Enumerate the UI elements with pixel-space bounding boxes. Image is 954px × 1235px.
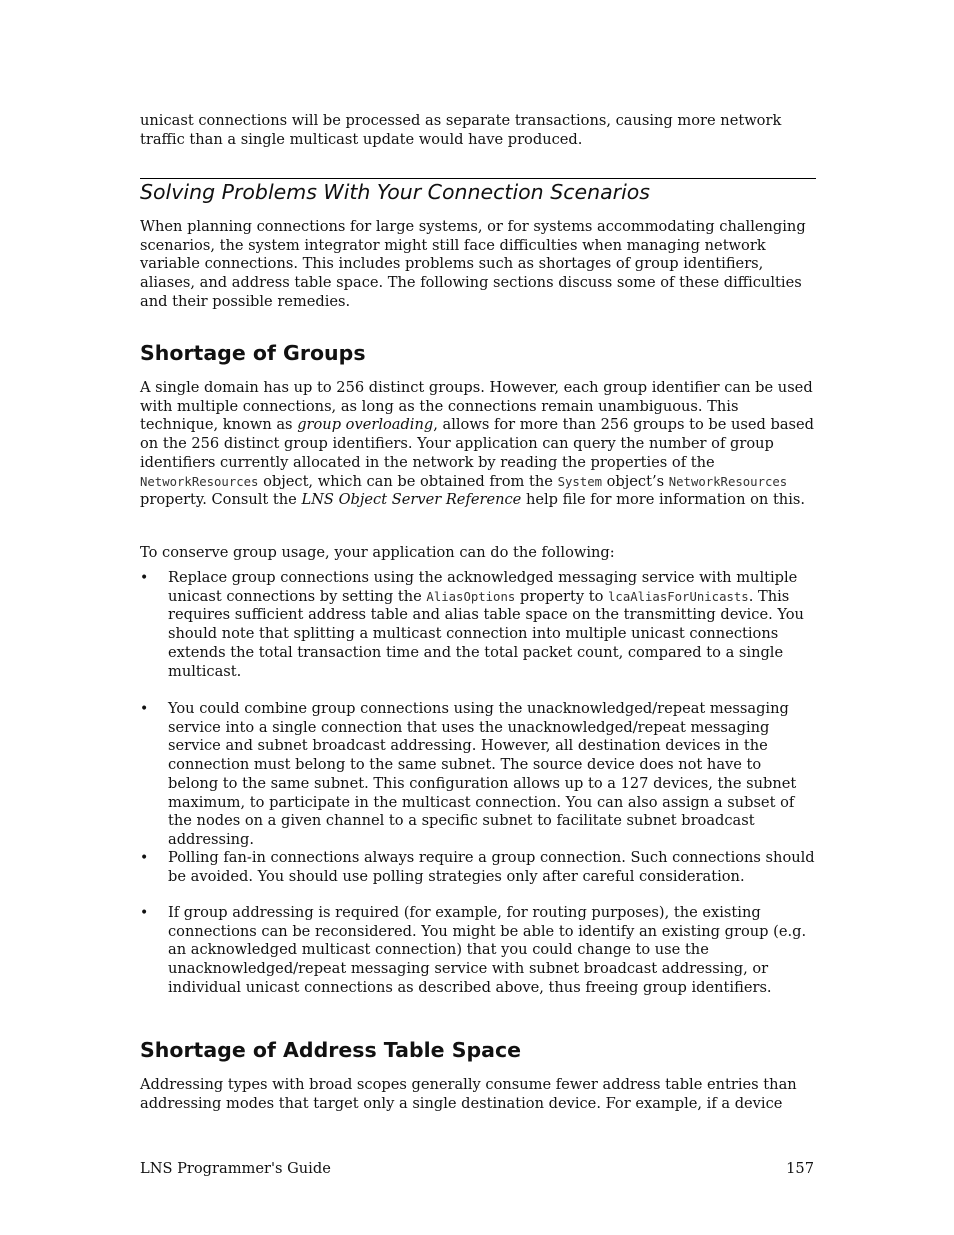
heading-shortage-of-address-table: Shortage of Address Table Space: [140, 1038, 522, 1062]
bullet-item-polling: Polling fan-in connections always require a group connection. Such connections should be avoided. You should use polling strategies only after careful consideration.: [168, 849, 815, 885]
section-title: Solving Problems With Your Connection Scenarios: [140, 180, 650, 204]
page-number: 157: [786, 1160, 814, 1177]
footer-title: LNS Programmer's Guide: [140, 1160, 331, 1177]
bullet-item-unicast: Replace group connections using the acknowledged messaging service with multiple unicast connections by setting the AliasOptions property to lcaAliasForUnicasts. This requires sufficient address table and alias table space on the transmitting device. You should note that splitting a multicast connection into multiple unicast connections extends the total transaction time and the total packet count, compared to a single multicast.: [168, 569, 804, 680]
code-networkresources-property: NetworkResources: [668, 474, 788, 489]
code-aliasoptions: AliasOptions: [426, 589, 516, 604]
code-system: System: [557, 474, 602, 489]
term-group-overloading: group overloading: [297, 416, 434, 434]
groups-lead-in: To conserve group usage, your application can do the following:: [140, 544, 615, 561]
bullet-item-combine: You could combine group connections using the unacknowledged/repeat messaging service into a single connection that uses the unacknowledged/repeat messaging service and subnet broadcast addressing. However, all destination devices in the connection must belong to the same subnet. The source device does not have to belong to the same subnet. This configuration allows up to a 127 devices, the subnet maximum, to participate in the multicast connection. You can also assign a subset of the nodes on a given channel to a specific subnet to facilitate subnet broadcast addressing.: [168, 700, 797, 848]
intro-paragraph: unicast connections will be processed as separate transactions, causing more network traffic than a single multicast update would have produced.: [140, 112, 782, 148]
code-networkresources: NetworkResources: [140, 474, 259, 489]
bullet-item-group-addressing: If group addressing is required (for example, for routing purposes), the existing connections can be reconsidered. You might be able to identify an existing group (e.g. an acknowledged multicast connection) that you could change to use the unacknowledged/repeat messaging service with subnet broadcast addressing, or individual unicast connections as described above, thus freeing group identifiers.: [168, 904, 807, 996]
bullet-marker: •: [140, 570, 149, 586]
code-lcaaliasforunicasts: lcaAliasForUnicasts: [608, 589, 749, 604]
bullet-marker: •: [140, 701, 149, 717]
doc-reference: LNS Object Server Reference: [301, 491, 522, 509]
section-paragraph: When planning connections for large systems, or for systems accommodating challenging scenarios, the system integrator might still face difficulties when managing network variable connections. This includes problems such as shortages of group identifiers, aliases, and address table space. The following sections discuss some of these difficulties and their possible remedies.: [140, 218, 806, 310]
bullet-marker: •: [140, 905, 149, 921]
heading-shortage-of-groups: Shortage of Groups: [140, 341, 366, 365]
bullet-marker: •: [140, 850, 149, 866]
groups-paragraph: A single domain has up to 256 distinct groups. However, each group identifier can be used with multiple connections, as long as the connections remain unambiguous. This technique, known as group overloading, allows for more than 256 groups to be used based on the 256 distinct group identifiers. Your application can query the number of group identifiers currently allocated in the network by reading the properties of the NetworkResources object, which can be obtained from the System object’s NetworkResources property. Consult the LNS Object Server Reference help file for more information on this.: [140, 379, 815, 509]
address-table-paragraph: Addressing types with broad scopes generally consume fewer address table entries than addressing modes that target only a single destination device. For example, if a device: [140, 1076, 797, 1112]
